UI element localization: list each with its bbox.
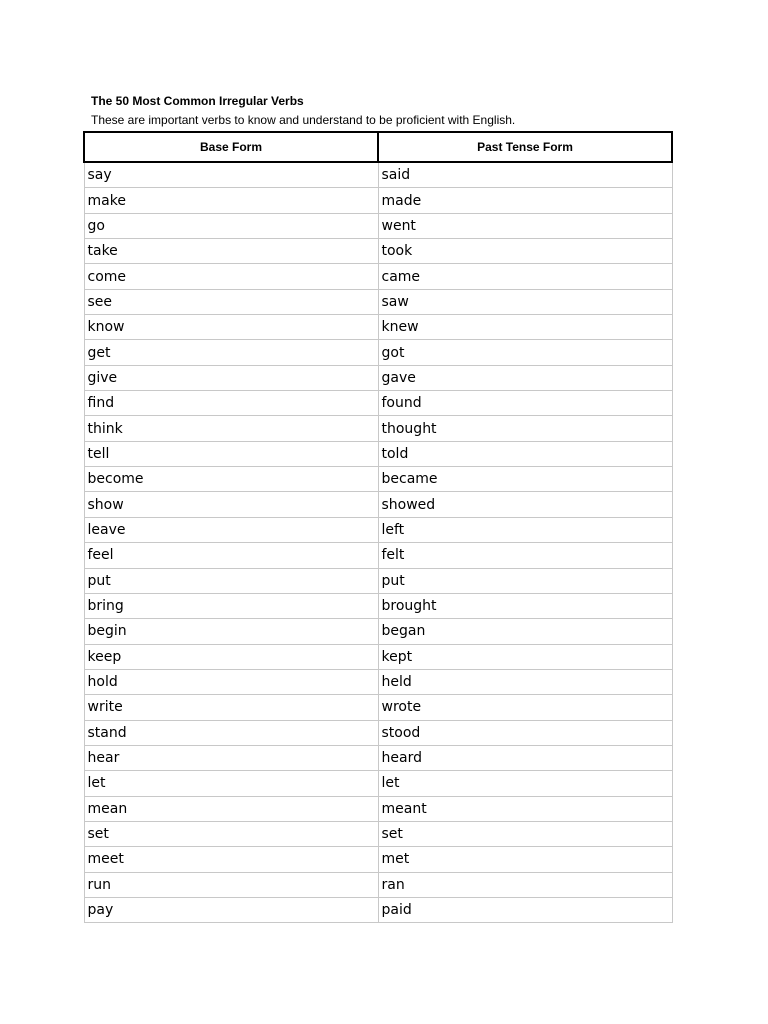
past-tense-cell: met <box>378 847 672 872</box>
past-tense-cell: wrote <box>378 695 672 720</box>
base-form-cell: set <box>84 821 378 846</box>
base-form-cell: find <box>84 391 378 416</box>
table-row <box>84 264 672 289</box>
table-row <box>84 669 672 694</box>
base-form-cell: meet <box>84 847 378 872</box>
past-tense-cell: put <box>378 568 672 593</box>
irregular-verbs-table <box>83 131 673 923</box>
table-row <box>84 644 672 669</box>
past-tense-cell: began <box>378 619 672 644</box>
past-tense-cell: went <box>378 213 672 238</box>
table-row <box>84 492 672 517</box>
table-row <box>84 289 672 314</box>
table-row <box>84 517 672 542</box>
past-tense-cell: set <box>378 821 672 846</box>
table-row <box>84 847 672 872</box>
base-form-cell: write <box>84 695 378 720</box>
past-tense-cell: brought <box>378 593 672 618</box>
table-row <box>84 720 672 745</box>
table-row <box>84 162 672 188</box>
past-tense-cell: thought <box>378 416 672 441</box>
base-form-cell: let <box>84 771 378 796</box>
base-form-cell: know <box>84 315 378 340</box>
table-row <box>84 745 672 770</box>
base-form-cell: become <box>84 467 378 492</box>
base-form-cell: pay <box>84 897 378 922</box>
base-form-cell: bring <box>84 593 378 618</box>
base-form-cell: leave <box>84 517 378 542</box>
base-form-cell: think <box>84 416 378 441</box>
past-tense-cell: told <box>378 441 672 466</box>
past-tense-cell: meant <box>378 796 672 821</box>
past-tense-cell: left <box>378 517 672 542</box>
past-tense-cell: found <box>378 391 672 416</box>
base-form-cell: say <box>84 162 378 188</box>
table-row <box>84 796 672 821</box>
base-form-cell: mean <box>84 796 378 821</box>
base-form-cell: see <box>84 289 378 314</box>
base-form-cell: come <box>84 264 378 289</box>
table-row <box>84 897 672 922</box>
base-form-cell: get <box>84 340 378 365</box>
table-row <box>84 213 672 238</box>
past-tense-cell: heard <box>378 745 672 770</box>
table-row <box>84 416 672 441</box>
past-tense-cell: got <box>378 340 672 365</box>
base-form-cell: keep <box>84 644 378 669</box>
past-tense-cell: felt <box>378 543 672 568</box>
table-body <box>84 162 672 923</box>
base-form-cell: hear <box>84 745 378 770</box>
past-tense-cell: paid <box>378 897 672 922</box>
base-form-cell: hold <box>84 669 378 694</box>
table-row <box>84 543 672 568</box>
table-header-row <box>84 132 672 162</box>
past-tense-cell: gave <box>378 365 672 390</box>
table-row <box>84 239 672 264</box>
table-row <box>84 340 672 365</box>
past-tense-cell: let <box>378 771 672 796</box>
past-tense-cell: kept <box>378 644 672 669</box>
past-tense-cell: said <box>378 162 672 188</box>
past-tense-cell: showed <box>378 492 672 517</box>
table-row <box>84 391 672 416</box>
past-tense-cell: took <box>378 239 672 264</box>
page-subtitle: These are important verbs to know and understand to be proficient with English. <box>91 113 516 127</box>
table-row <box>84 467 672 492</box>
base-form-cell: go <box>84 213 378 238</box>
past-tense-cell: became <box>378 467 672 492</box>
table-row <box>84 568 672 593</box>
base-form-cell: feel <box>84 543 378 568</box>
base-form-cell: tell <box>84 441 378 466</box>
base-form-cell: stand <box>84 720 378 745</box>
table-row <box>84 619 672 644</box>
page-title: The 50 Most Common Irregular Verbs <box>91 94 304 108</box>
header-base-form: Base Form <box>84 132 378 162</box>
table-row <box>84 315 672 340</box>
past-tense-cell: made <box>378 188 672 213</box>
header-past-tense-form: Past Tense Form <box>378 132 672 162</box>
past-tense-cell: came <box>378 264 672 289</box>
base-form-cell: give <box>84 365 378 390</box>
table-row <box>84 593 672 618</box>
table-row <box>84 821 672 846</box>
past-tense-cell: ran <box>378 872 672 897</box>
base-form-cell: make <box>84 188 378 213</box>
past-tense-cell: knew <box>378 315 672 340</box>
table-row <box>84 188 672 213</box>
base-form-cell: begin <box>84 619 378 644</box>
base-form-cell: run <box>84 872 378 897</box>
table-row <box>84 771 672 796</box>
table-row <box>84 695 672 720</box>
table-row <box>84 441 672 466</box>
past-tense-cell: stood <box>378 720 672 745</box>
table-row <box>84 872 672 897</box>
past-tense-cell: saw <box>378 289 672 314</box>
base-form-cell: show <box>84 492 378 517</box>
base-form-cell: take <box>84 239 378 264</box>
base-form-cell: put <box>84 568 378 593</box>
past-tense-cell: held <box>378 669 672 694</box>
table-row <box>84 365 672 390</box>
